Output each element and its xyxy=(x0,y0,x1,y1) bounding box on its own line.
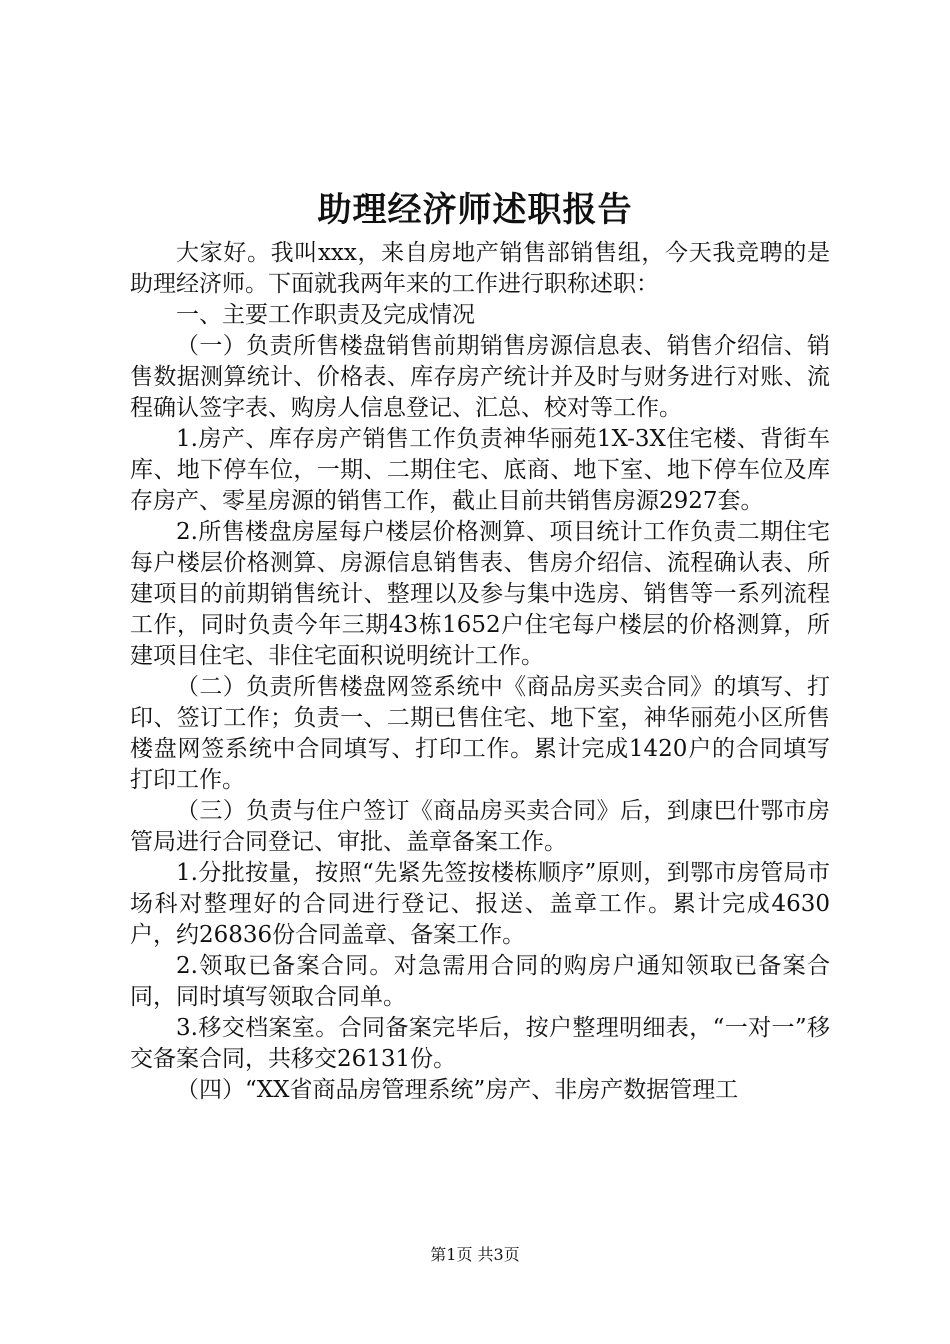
paragraph: 3.移交档案室。合同备案完毕后，按户整理明细表，“一对一”移交备案合同，共移交26131份。 xyxy=(130,1015,830,1072)
paragraph: （四）“XX省商品房管理系统”房产、非房产数据管理工 xyxy=(176,1077,739,1103)
paragraph: （二）负责所售楼盘网签系统中《商品房买卖合同》的填写、打印、签订工作；负责一、二期已售住宅、地下室，神华丽苑小区所售楼盘网签系统中合同填写、打印工作。累计完成1420户的合同填写打印工作。 xyxy=(130,674,830,793)
paragraph: 2.领取已备案合同。对急需用合同的购房户通知领取已备案合同，同时填写领取合同单。 xyxy=(130,953,830,1010)
paragraph: 1.房产、库存房产销售工作负责神华丽苑1X-3X住宅楼、背街车库、地下停车位，一期、二期住宅、底商、地下室、地下停车位及库存房产、零星房源的销售工作，截止目前共销售房源2927套。 xyxy=(130,426,830,514)
document-title: 助理经济师述职报告 xyxy=(317,190,633,230)
section-heading: 一、主要工作职责及完成情况 xyxy=(176,302,475,328)
document-body xyxy=(130,238,830,1106)
paragraph: 大家好。我叫xxx，来自房地产销售部销售组，今天我竞聘的是助理经济师。下面就我两年来的工作进行职称述职： xyxy=(130,240,830,297)
paragraph: （三）负责与住户签订《商品房买卖合同》后，到康巴什鄂市房管局进行合同登记、审批、盖章备案工作。 xyxy=(130,798,830,855)
page-number: 第1页 共3页 xyxy=(430,1245,520,1264)
paragraph: （一）负责所售楼盘销售前期销售房源信息表、销售介绍信、销售数据测算统计、价格表、库存房产统计并及时与财务进行对账、流程确认签字表、购房人信息登记、汇总、校对等工作。 xyxy=(130,333,830,421)
paragraph: 1.分批按量，按照“先紧先签按楼栋顺序”原则，到鄂市房管局市场科对整理好的合同进行登记、报送、盖章工作。累计完成4630户，约26836份合同盖章、备案工作。 xyxy=(130,860,830,948)
paragraph: 2.所售楼盘房屋每户楼层价格测算、项目统计工作负责二期住宅每户楼层价格测算、房源信息销售表、售房介绍信、流程确认表、所建项目的前期销售统计、整理以及参与集中选房、销售等一系列流程工作，同时负责今年三期43栋1652户住宅每户楼层的价格测算，所建项目住宅、非住宅面积说明统计工作。 xyxy=(130,519,830,669)
